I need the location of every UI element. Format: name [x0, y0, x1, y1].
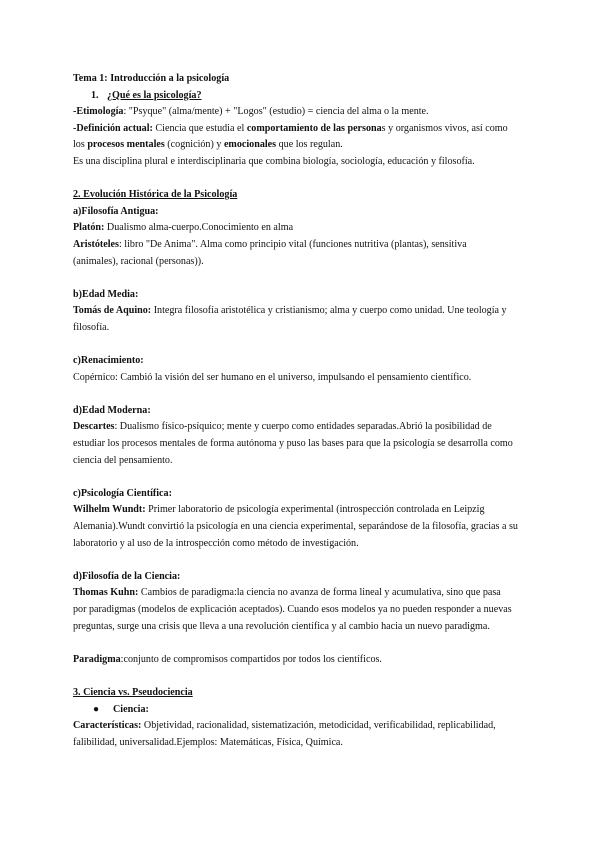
etimologia-label: -Etimología: [73, 106, 124, 118]
section-2-heading: 2. Evolución Histórica de la Psicología: [73, 189, 238, 201]
subsection-psicologia-cientifica: c)Psicología Científica:: [73, 487, 172, 499]
definicion-text-5: que los regulan.: [276, 139, 343, 151]
paradigma-label: Paradigma: [73, 653, 121, 665]
tomas-line-2: filosofía.: [73, 321, 110, 333]
document-title: Tema 1: Introducción a la psicología: [73, 73, 230, 84]
copernico-line: Copérnico: Cambió la visión del ser humano en el universo, impulsando el pensamiento científico.: [73, 371, 472, 383]
wundt-line-3: laboratorio y al uso de la introspección como método de investigación.: [73, 537, 359, 549]
definicion-bold-1: comportamiento de las persona: [246, 122, 382, 134]
aristoteles-line-2: (animales), racional (personas)).: [73, 255, 204, 267]
paradigma-line: [73, 652, 533, 669]
platon-label: Platón:: [73, 222, 105, 234]
platon-text: Dualismo alma-cuerpo.Conocimiento en alma: [104, 222, 294, 234]
kuhn-line-2: por paradigmas (modelos de explicación aceptados). Cuando esos modelos ya no pueden responder a nuevas: [73, 604, 512, 615]
descartes-label: Descartes: [73, 421, 115, 433]
kuhn-line-1: [73, 585, 533, 602]
subsection-filosofia-antigua: a)Filosofía Antigua:: [73, 205, 159, 217]
section-1-heading: [73, 88, 533, 105]
definicion-text-1: Ciencia que estudia el: [152, 122, 247, 134]
definicion-bold-2: procesos mentales: [87, 139, 165, 151]
subsection-filosofia-ciencia: d)Filosofía de la Ciencia:: [73, 570, 181, 582]
tomas-text-1: Integra filosofía aristotélica y cristianismo; alma y cuerpo como unidad. Une teología y: [151, 305, 507, 317]
caracteristicas-line-2: falibilidad, universalidad.Ejemplos: Matemáticas, Física, Química.: [73, 736, 343, 748]
definicion-text-2: s y organismos vivos, así como: [381, 122, 508, 134]
subsection-edad-media: b)Edad Media:: [73, 288, 139, 300]
definicion-line-1: [73, 121, 533, 138]
definicion-text-3: los: [73, 139, 88, 151]
wundt-line-2: Alemania).Wundt convirtió la psicología en una ciencia experimental, separándose de la filosofía, gracias a su: [73, 521, 518, 533]
definicion-text-4: (cognición) y: [164, 139, 224, 151]
plural-line: Es una disciplina plural e interdisciplinaria que combina biología, sociología, educación y filosofía.: [73, 155, 475, 167]
aristoteles-label: Aristóteles: [73, 238, 119, 250]
aristoteles-line-1: [73, 237, 533, 254]
descartes-line-2: estudiar los procesos mentales de forma autónoma y puso las bases para que la psicología se desarrolla como: [73, 438, 513, 450]
platon-line: [73, 220, 533, 237]
etimologia-line: [73, 104, 533, 121]
tomas-line-1: [73, 303, 533, 320]
definicion-line-2: [73, 137, 533, 154]
ciencia-bullet-item: [73, 702, 533, 719]
kuhn-text-1: Cambios de paradigma:la ciencia no avanza de forma lineal y acumulativa, sino que pasa: [138, 587, 501, 599]
subsection-edad-moderna: d)Edad Moderna:: [73, 404, 151, 416]
definicion-label: -Definición actual:: [73, 122, 153, 134]
ciencia-label: Ciencia:: [113, 703, 149, 715]
subsection-renacimiento: c)Renacimiento:: [73, 355, 144, 367]
section-1-number: 1.: [91, 89, 99, 101]
document-body: [73, 71, 533, 751]
section-1-heading-text: ¿Qué es la psicología?: [107, 89, 202, 101]
aristoteles-text-1: : libro "De Anima". Alma como principio vital (funciones nutritiva (plantas), sensitiva: [118, 238, 467, 250]
caracteristicas-line-1: [73, 718, 533, 735]
bullet-icon: ●: [93, 703, 100, 715]
descartes-line-1: [73, 419, 533, 436]
wundt-text-1: Primer laboratorio de psicología experimental (introspección controlada en Leipzig: [145, 504, 485, 516]
tomas-label: Tomás de Aquino:: [73, 305, 152, 317]
caracteristicas-text-1: Objetividad, racionalidad, sistematización, metodicidad, verificabilidad, replicabilidad,: [141, 720, 496, 732]
descartes-line-3: ciencia del pensamiento.: [73, 454, 173, 466]
descartes-text-1: : Dualismo físico-psíquico; mente y cuerpo como entidades separadas.Abrió la posibilidad de: [114, 421, 492, 433]
wundt-label: Wilhelm Wundt:: [73, 504, 146, 516]
section-3-heading: 3. Ciencia vs. Pseudociencia: [73, 686, 193, 698]
wundt-line-1: [73, 502, 533, 519]
paradigma-text: :conjunto de compromisos compartidos por todos los científicos.: [120, 653, 382, 665]
caracteristicas-label: Características:: [73, 720, 142, 732]
kuhn-label: Thomas Kuhn:: [73, 587, 139, 599]
definicion-bold-3: emocionales: [223, 139, 277, 151]
etimologia-text: : "Psyque" (alma/mente) + "Logos" (estudio) = ciencia del alma o la mente.: [123, 106, 429, 118]
kuhn-line-3: preguntas, surge una crisis que lleva a una revolución científica y al cambio hacia un nuevo paradigma.: [73, 620, 490, 632]
